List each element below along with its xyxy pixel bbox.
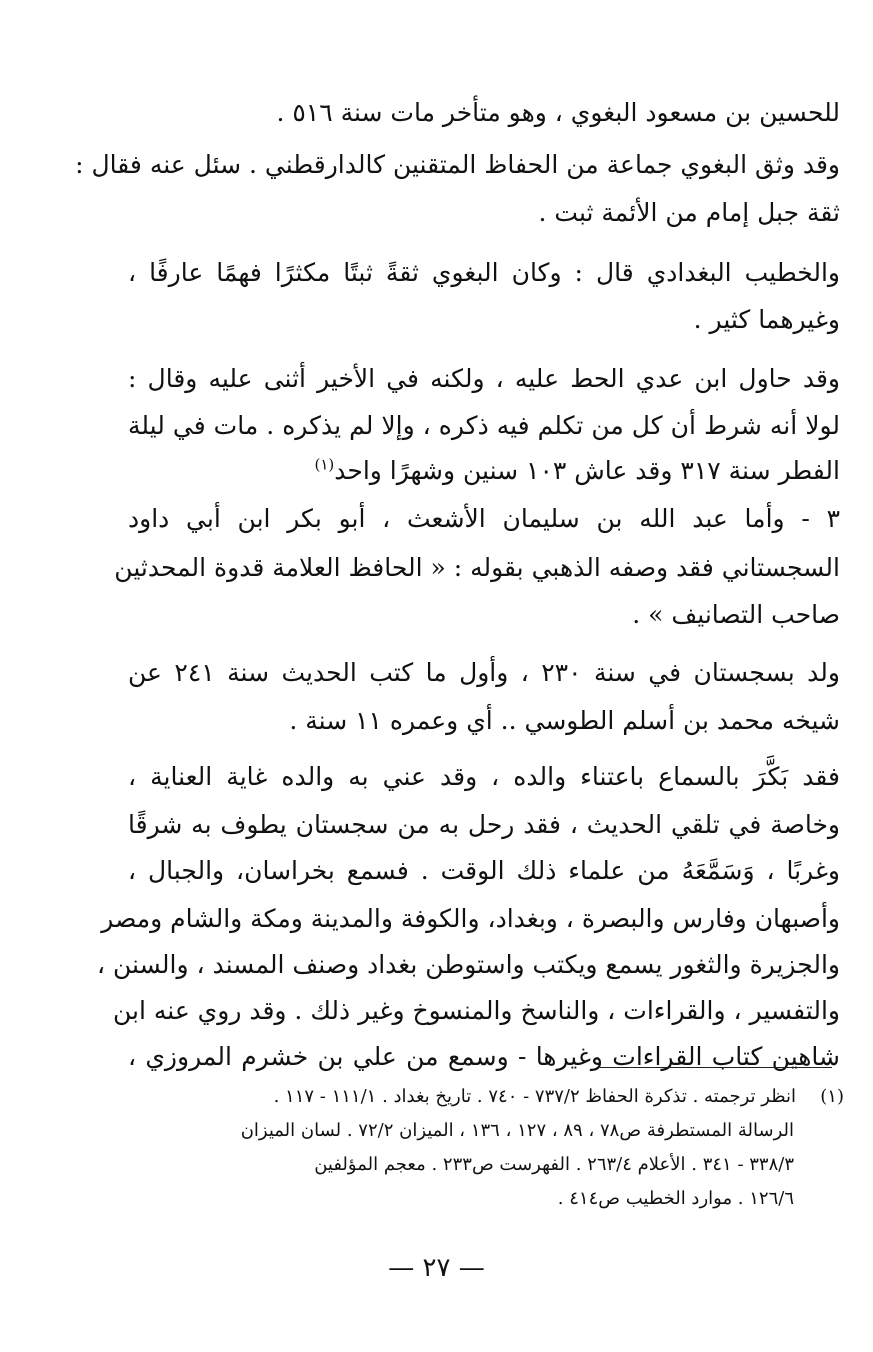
text-line: وغربًا ، وَسَمَّعَهُ من علماء ذلك الوقت . فسمع بخراسان، والجبال ، (128, 856, 840, 885)
footnote-number: (١) (820, 1086, 844, 1107)
footnote-reference: (١) (314, 455, 335, 474)
text-line: والتفسير ، والقراءات ، والناسخ والمنسوخ وغير ذلك . وقد روي عنه ابن (112, 996, 840, 1025)
text-line: ولد بسجستان في سنة ٢٣٠ ، وأول ما كتب الحديث سنة ٢٤١ عن (128, 658, 840, 687)
text-line: والخطيب البغدادي قال : وكان البغوي ثقةً ثبتًا مكثرًا فهمًا عارفًا ، (128, 258, 840, 287)
text-line: شيخه محمد بن أسلم الطوسي .. أي وعمره ١١ سنة . (289, 706, 840, 735)
footnote-text: انظر ترجمته . تذكرة الحفاظ ٧٣٧/٢ - ٧٤٠ . تاريخ بغداد . ١١١/١ - ١١٧ . (273, 1086, 796, 1107)
text-line: وأصبهان وفارس والبصرة ، وبغداد، والكوفة والمدينة ومكة والشام ومصر (101, 904, 840, 933)
text-line: وغيرهما كثير . (693, 305, 840, 334)
text-line: الفطر سنة ٣١٧ وقد عاش ١٠٣ سنين وشهرًا واحد (334, 456, 840, 485)
text-line: والجزيرة والثغور يسمع ويكتب واستوطن بغداد وصنف المسند ، والسنن ، (97, 950, 840, 979)
text-line: للحسين بن مسعود البغوي ، وهو متأخر مات سنة ٥١٦ . (276, 98, 840, 127)
text-line: صاحب التصانيف » . (632, 600, 840, 629)
text-line: وقد وثق البغوي جماعة من الحفاظ المتقنين كالدارقطني . سئل عنه فقال : (75, 150, 840, 179)
footnote-line (128, 1080, 844, 1114)
page-number: — ٢٧ — (388, 1253, 485, 1283)
text-line: لولا أنه شرط أن كل من تكلم فيه ذكره ، وإلا لم يذكره . مات في ليلة (128, 411, 840, 440)
text-line-with-footnote (128, 446, 840, 496)
text-line: وقد حاول ابن عدي الحط عليه ، ولكنه في الأخير أثنى عليه وقال : (128, 364, 840, 393)
text-line: شاهين كتاب القراءات وغيرها - وسمع من علي بن خشرم المروزي ، (128, 1042, 840, 1071)
text-line: السجستاني فقد وصفه الذهبي بقوله : « الحافظ العلامة قدوة المحدثين (114, 553, 840, 582)
footnote-divider (600, 1067, 832, 1068)
footnote-line: ١٢٦/٦ . موارد الخطيب ص٤١٤ . (557, 1188, 794, 1209)
footnote-line: الرسالة المستطرفة ص٧٨ ، ٨٩ ، ١٢٧ ، ١٣٦ ، الميزان ٧٢/٢ . لسان الميزان (240, 1120, 794, 1141)
text-line: فقد بَكَّرَ بالسماع باعتناء والده ، وقد عني به والده غاية العناية ، (128, 762, 840, 791)
text-line: وخاصة في تلقي الحديث ، فقد رحل به من سجستان يطوف به شرقًا (128, 810, 840, 839)
footnote-line: ٣٣٨/٣ - ٣٤١ . الأعلام ٢٦٣/٤ . الفهرست ص٢٣٣ . معجم المؤلفين (314, 1154, 794, 1175)
text-line: ٣ - وأما عبد الله بن سليمان الأشعث ، أبو بكر ابن أبي داود (128, 504, 840, 533)
text-line: ثقة جبل إمام من الأئمة ثبت . (538, 198, 840, 227)
